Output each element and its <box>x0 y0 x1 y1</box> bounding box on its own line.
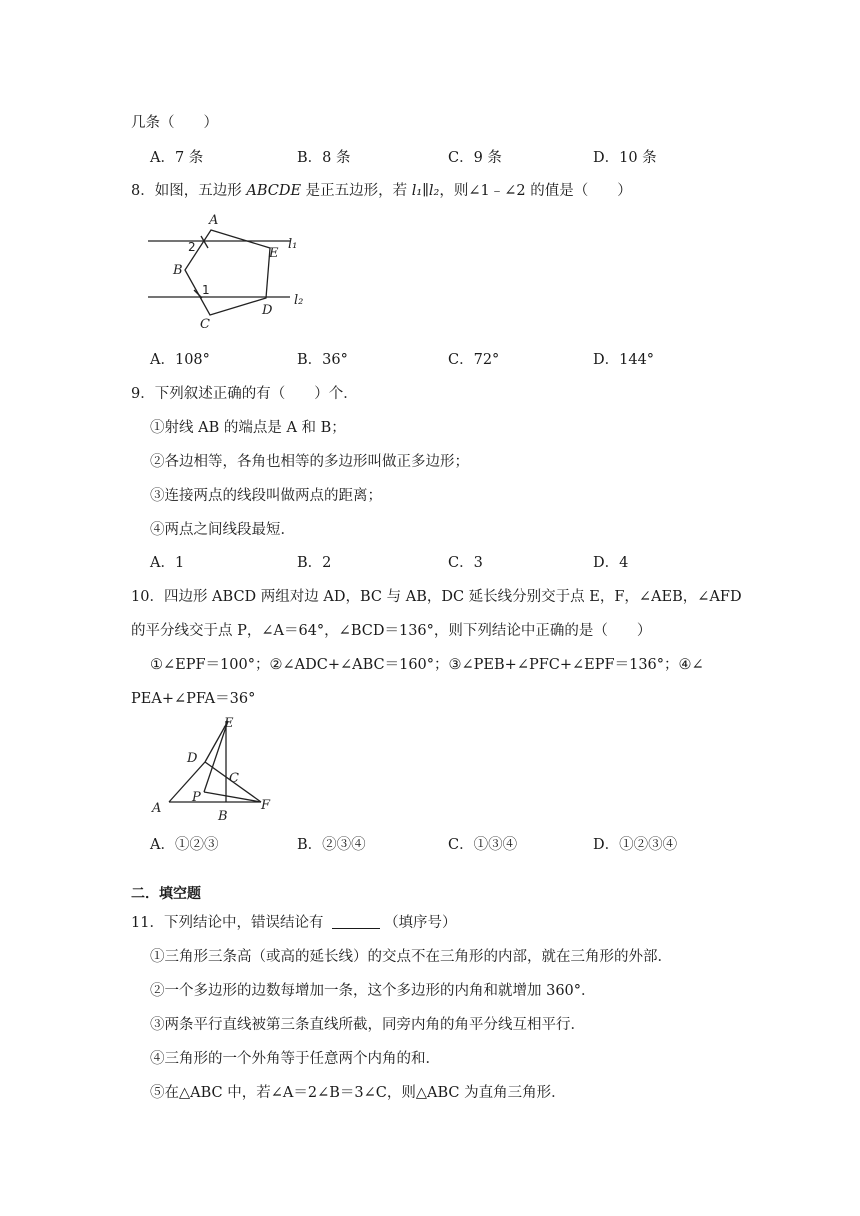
q11-item-4: ④三角形的一个外角等于任意两个内角的和． <box>150 1051 440 1067</box>
label-B: B <box>173 263 183 278</box>
q9-option-b[interactable]: B．2 <box>297 555 332 571</box>
label-A: A <box>209 213 219 228</box>
answer-blank[interactable] <box>332 928 380 929</box>
q10-options <box>150 833 770 855</box>
q7-option-a[interactable]: A．7 条 <box>150 150 204 166</box>
q8-pentagon-name: ABCDE <box>246 183 302 199</box>
q7-option-c[interactable]: C．9 条 <box>448 150 502 166</box>
q10-line-2: 的平分线交于点 P，∠A＝64°，∠BCD＝136°，则下列结论中正确的是（ ） <box>131 623 652 639</box>
q7-option-d[interactable]: D．10 条 <box>593 150 657 166</box>
q11-item-2: ②一个多边形的边数每增加一条，这个多边形的内角和就增加 360°． <box>150 983 596 999</box>
label-E: E <box>224 716 234 731</box>
q9-options <box>150 551 770 573</box>
q10-option-b[interactable]: B．②③④ <box>297 837 366 853</box>
label-angle-2: 2 <box>188 240 196 254</box>
q11-item-5: ⑤在△ABC 中，若∠A＝2∠B＝3∠C，则△ABC 为直角三角形． <box>150 1085 566 1101</box>
q9-item-2: ②各边相等，各角也相等的多边形叫做正多边形； <box>150 454 469 470</box>
q8-option-b[interactable]: B．36° <box>297 352 348 368</box>
q9-item-1: ①射线 AB 的端点是 A 和 B； <box>150 420 346 436</box>
q7-option-b[interactable]: B．8 条 <box>297 150 351 166</box>
q10-line-4: PEA+∠PFA＝36° <box>131 691 256 707</box>
q11-stem-suffix: （填序号） <box>384 915 457 931</box>
q9-option-a[interactable]: A．1 <box>150 555 185 571</box>
label-A: A <box>152 801 162 816</box>
segment-P-F <box>204 792 261 802</box>
q8-mid: 是正五边形，若 <box>301 183 412 199</box>
q9-option-d[interactable]: D．4 <box>593 555 629 571</box>
q8-option-d[interactable]: D．144° <box>593 352 655 368</box>
q11-stem <box>131 911 457 932</box>
label-B: B <box>218 809 228 824</box>
q10-line-3: ①∠EPF＝100°；②∠ADC+∠ABC＝160°；③∠PEB+∠PFC+∠EPF＝136°；④∠ <box>150 657 704 673</box>
label-C: C <box>200 317 210 332</box>
label-P: P <box>192 790 201 805</box>
q8-option-c[interactable]: C．72° <box>448 352 500 368</box>
label-F: F <box>261 798 271 813</box>
q10-option-d[interactable]: D．①②③④ <box>593 837 678 853</box>
pentagon <box>185 230 270 315</box>
q11-item-3: ③两条平行直线被第三条直线所截，同旁内角的角平分线互相平行． <box>150 1017 585 1033</box>
label-l2: l₂ <box>294 293 304 308</box>
q9-stem: 9．下列叙述正确的有（ ）个． <box>131 386 358 402</box>
label-angle-1: 1 <box>202 283 210 297</box>
q8-prefix: 8．如图，五边形 <box>131 183 247 199</box>
q9-item-4: ④两点之间线段最短． <box>150 522 295 538</box>
q9-item-3: ③连接两点的线段叫做两点的距离； <box>150 488 382 504</box>
q11-stem-prefix: 11．下列结论中，错误结论有 <box>131 915 329 931</box>
section-title: 二．填空题 <box>131 886 201 902</box>
label-E: E <box>269 246 279 261</box>
q11-item-1: ①三角形三条高（或高的延长线）的交点不在三角形的内部，就在三角形的外部． <box>150 949 672 965</box>
q7-tail: 几条（ ） <box>131 115 218 131</box>
q10-option-c[interactable]: C．①③④ <box>448 837 518 853</box>
q10-figure <box>145 712 280 824</box>
q8-stem <box>131 179 632 200</box>
q10-option-a[interactable]: A．①②③ <box>150 837 219 853</box>
label-D: D <box>262 303 273 318</box>
q8-option-a[interactable]: A．108° <box>150 352 210 368</box>
q9-option-c[interactable]: C．3 <box>448 555 483 571</box>
q7-options <box>150 146 770 168</box>
q8-options <box>150 348 770 370</box>
label-D: D <box>187 751 198 766</box>
q10-line-1: 10．四边形 ABCD 两组对边 AD，BC 与 AB，DC 延长线分别交于点 E，F，∠AEB，∠AFD <box>131 589 742 605</box>
q8-parallel-condition: l₁∥l₂ <box>411 183 440 199</box>
q8-suffix: ，则∠1﹣∠2 的值是（ ） <box>439 183 632 199</box>
q8-figure <box>140 208 320 336</box>
label-l1: l₁ <box>288 237 298 252</box>
label-C: C <box>229 771 239 786</box>
